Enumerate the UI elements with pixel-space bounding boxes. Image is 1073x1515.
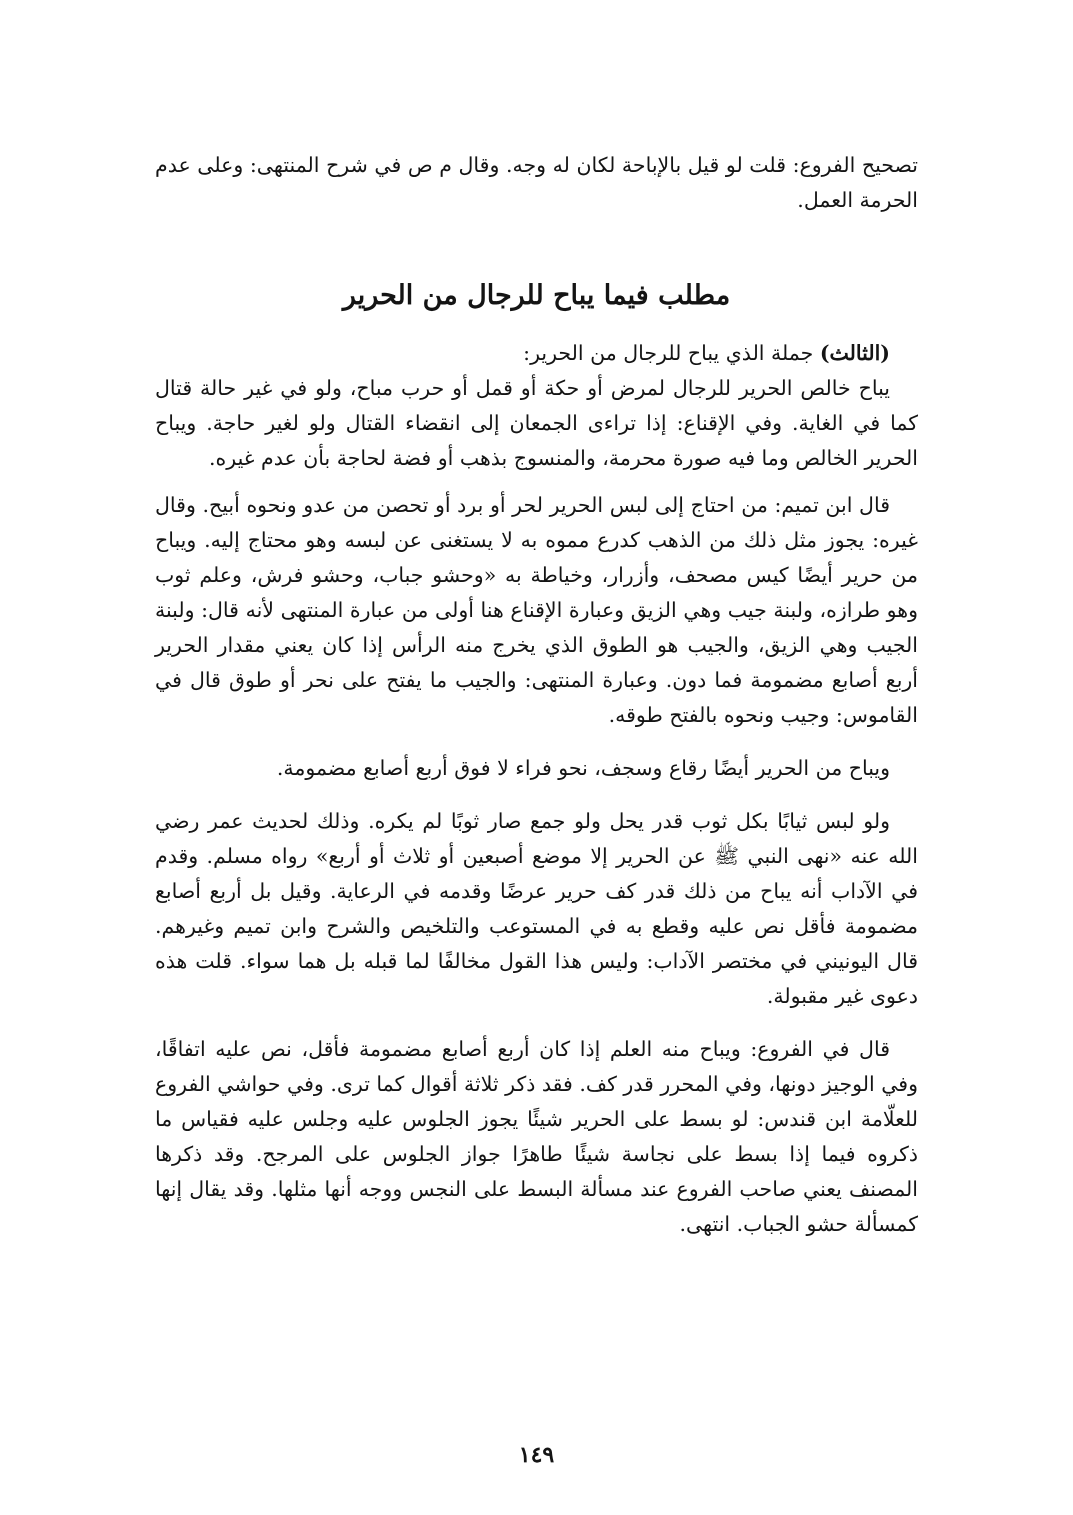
- paragraph-4: ولو لبس ثيابًا بكل ثوب قدر يحل ولو جمع صار ثوبًا لم يكره. وذلك لحديث عمر رضي الله عنه «نهى النبي ﷺ عن الحرير إلا موضع أصبعين أو ثلاث أو أربع» رواه مسلم. وقدم في الآداب أنه يباح من ذلك قدر كف حرير عرضًا وقدمه في الرعاية. وقيل بل أربع أصابع مضمومة فأقل نص عليه وقطع به في المستوعب والتلخيص والشرح وابن تميم وغيرهم. قال اليونيني في مختصر الآداب: وليس هذا القول مخالفًا لما قبله بل هما سواء. قلت هذه دعوى غير مقبولة.: [155, 809, 918, 1008]
- paragraph-5: قال في الفروع: ويباح منه العلم إذا كان أربع أصابع مضمومة فأقل، نص عليه اتفاقًا، وفي الوجيز دونها، وفي المحرر قدر كف. فقد ذكر ثلاثة أقوال كما ترى. وفي حواشي الفروع للعلّامة ابن قندس: لو بسط على الحرير شيئًا يجوز الجلوس عليه وجلس عليه فقياس ما ذكروه فيما إذا بسط على نجاسة شيئًا طاهرًا جواز الجلوس على المرجح. وقد ذكرها المصنف يعني صاحب الفروع عند مسألة البسط على النجس ووجه أنها مثلها. وقد يقال إنها كمسألة حشو الجباب. انتهى.: [155, 1037, 918, 1236]
- paragraph-1: يباح خالص الحرير للرجال لمرض أو حكة أو قمل أو حرب مباح، ولو في غير حالة قتال كما في الغاية. وفي الإقناع: إذا تراءى الجمعان إلى انقضاء القتال ولو لغير حاجة. ويباح الحرير الخالص وما فيه صورة محرمة، والمنسوج بذهب أو فضة لحاجة بأن عدم غيره.: [155, 376, 918, 470]
- paragraph-3: ويباح من الحرير أيضًا رقاع وسجف، نحو فراء لا فوق أربع أصابع مضمومة.: [276, 756, 890, 780]
- intro-paragraph: تصحيح الفروع: قلت لو قيل بالإباحة لكان له وجه. وقال م ص في شرح المنتهى: وعلى عدم الحرمة العمل.: [155, 153, 918, 212]
- subheading: [155, 336, 918, 371]
- page-number: ١٤٩: [518, 1442, 555, 1468]
- text-body: [155, 148, 918, 1242]
- subheading-label: (الثالث): [819, 341, 890, 365]
- section-title: مطلب فيما يباح للرجال من الحرير: [342, 280, 731, 311]
- subheading-text: جملة الذي يباح للرجال من الحرير:: [523, 341, 820, 365]
- paragraph-2: قال ابن تميم: من احتاج إلى لبس الحرير لحر أو برد أو تحصن من عدو ونحوه أبيح. وقال غيره: يجوز مثل ذلك من الذهب كدرع مموه به لا يستغنى عن لبسه وهو محتاج إليه. ويباح من حرير أيضًا كيس مصحف، وأزرار، وخياطة به «وحشو جباب، وحشو فرش، وعلم ثوب وهو طرازه، ولبنة جيب وهي الزيق وعبارة الإقناع هنا أولى من عبارة المنتهى لأنه قال: ولبنة الجيب وهي الزيق، والجيب هو الطوق الذي يخرج منه الرأس إذا كان يعني مقدار الحرير أربع أصابع مضمومة فما دون. وعبارة المنتهى: والجيب ما يفتح على نحر أو طوق قال في القاموس: وجيب ونحوه بالفتح طوقه.: [155, 493, 918, 727]
